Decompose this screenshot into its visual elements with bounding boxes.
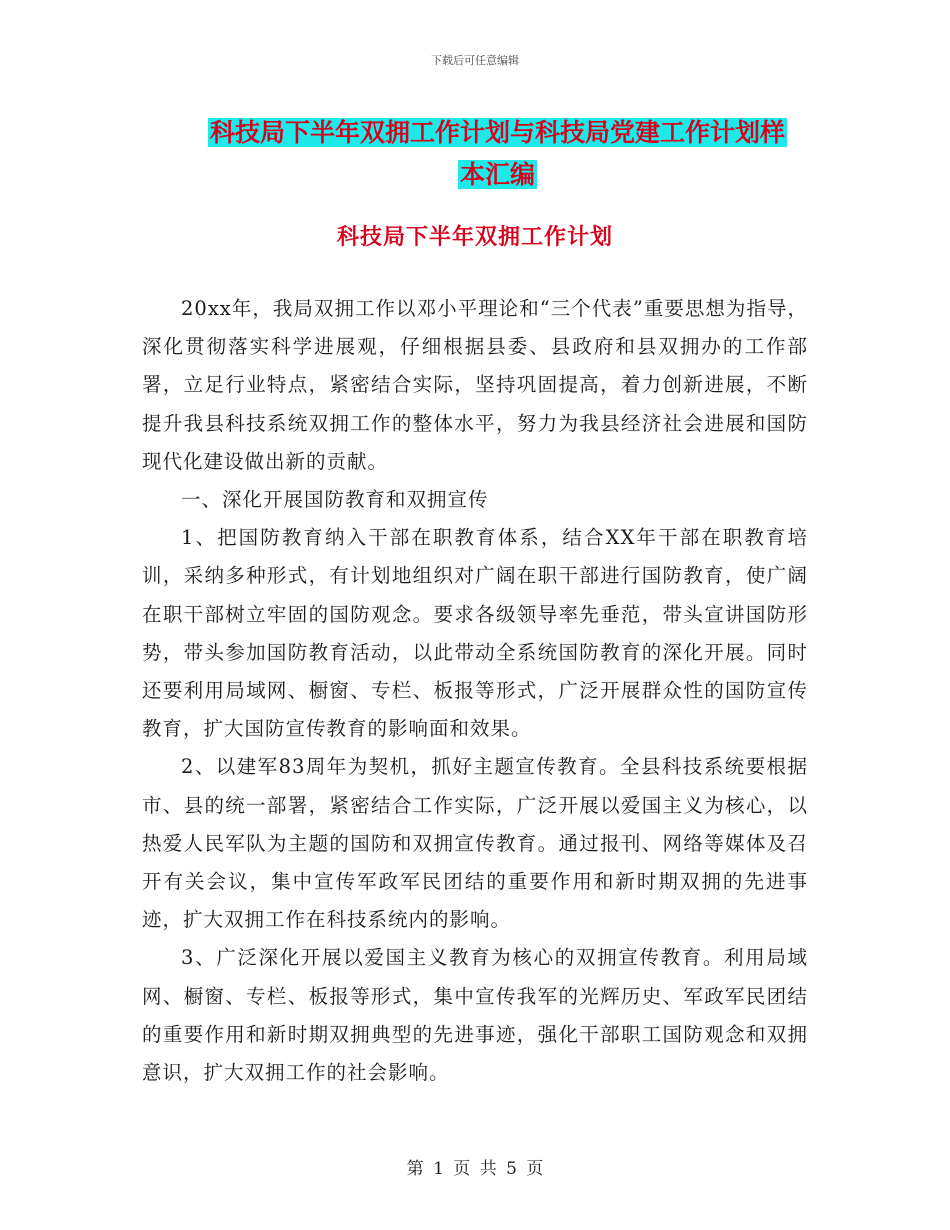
paragraph-item-1: 1、把国防教育纳入干部在职教育体系，结合XX年干部在职教育培训，采纳多种形式，有计划地组织对广阔在职干部进行国防教育，使广阔在职干部树立牢固的国防观念。要求各级领导率先垂范，带头宣讲国防形势，带头参加国防教育活动，以此带动全系统国防教育的深化开展。同时还要利用局域网、橱窗、专栏、板报等形式，广泛开展群众性的国防宣传教育，扩大国防宣传教育的影响面和效果。: [142, 526, 808, 741]
page-number: 第 1 页 共 5 页: [406, 1159, 544, 1179]
paragraph-item-3: 3、广泛深化开展以爱国主义教育为核心的双拥宣传教育。利用局域网、橱窗、专栏、板报等形式，集中宣传我军的光辉历史、军政军民团结的重要作用和新时期双拥典型的先进事迹，强化干部职工国防观念和双拥意识，扩大双拥工作的社会影响。: [142, 946, 808, 1085]
document-title: [185, 112, 810, 196]
paragraph-intro: 20xx年，我局双拥工作以邓小平理论和“三个代表”重要思想为指导，深化贯彻落实科学进展观，仔细根据县委、县政府和县双拥办的工作部署，立足行业特点，紧密结合实际，坚持巩固提高，着力创新进展，不断提升我县科技系统双拥工作的整体水平，努力为我县经济社会进展和国防现代化建设做出新的贡献。: [142, 297, 808, 473]
paragraph-item-2: 2、以建军83周年为契机，抓好主题宣传教育。全县科技系统要根据市、县的统一部署，紧密结合工作实际，广泛开展以爱国主义为核心，以热爱人民军队为主题的国防和双拥宣传教育。通过报刊、网络等媒体及召开有关会议，集中宣传军政军民团结的重要作用和新时期双拥的先进事迹，扩大双拥工作在科技系统内的影响。: [142, 755, 808, 932]
page-header-note: 下载后可任意编辑: [431, 54, 519, 67]
document-title-line-1: 科技局下半年双拥工作计划与科技局党建工作计划样: [209, 118, 785, 147]
section-title: 科技局下半年双拥工作计划: [336, 225, 613, 250]
paragraph-heading-1: 一、深化开展国防教育和双拥宣传: [181, 488, 489, 512]
document-title-line-2: 本汇编: [459, 160, 535, 189]
document-body: [142, 290, 808, 1092]
